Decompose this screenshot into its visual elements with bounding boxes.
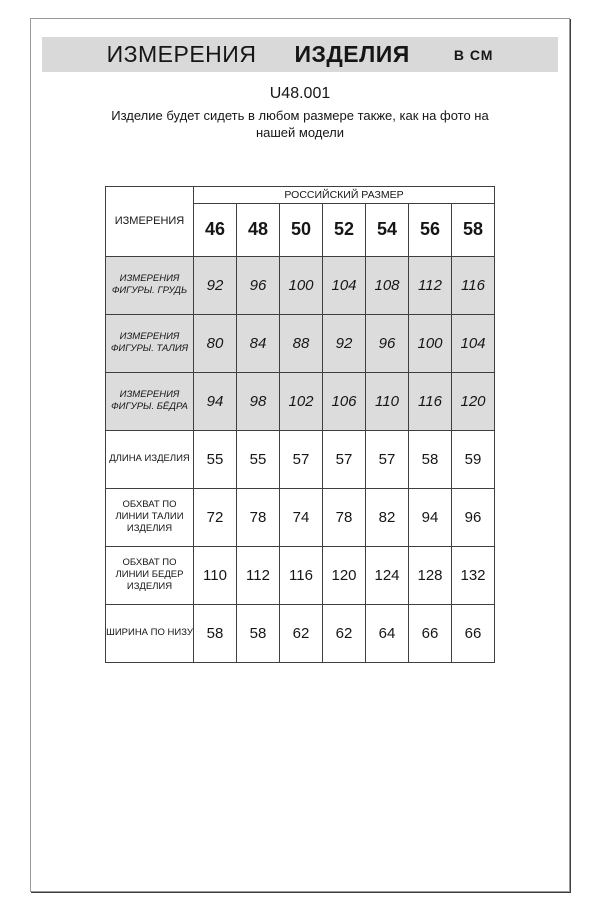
value-cell: 98 [237, 372, 280, 430]
value-cell: 132 [452, 546, 495, 604]
value-cell: 96 [237, 256, 280, 314]
value-cell: 74 [280, 488, 323, 546]
value-cell: 64 [366, 604, 409, 662]
table-row-bottom-width [106, 604, 495, 662]
value-cell: 104 [323, 256, 366, 314]
value-cell: 58 [194, 604, 237, 662]
fit-note: Изделие будет сидеть в любом размере также, как на фото на нашей модели [111, 108, 489, 140]
value-cell: 106 [323, 372, 366, 430]
table-header-row-group [106, 186, 495, 203]
value-cell: 84 [237, 314, 280, 372]
value-cell: 96 [366, 314, 409, 372]
russian-size-header-cell: РОССИЙСКИЙ РАЗМЕР [194, 186, 495, 203]
title-unit-cm: В СМ [453, 46, 494, 63]
value-cell: 62 [280, 604, 323, 662]
value-cell: 58 [237, 604, 280, 662]
value-cell: 57 [366, 430, 409, 488]
value-cell: 82 [366, 488, 409, 546]
title-measurements: ИЗМЕРЕНИЯ [106, 41, 257, 67]
value-cell: 102 [280, 372, 323, 430]
value-cell: 112 [409, 256, 452, 314]
measurements-header-cell: ИЗМЕРЕНИЯ [106, 186, 194, 256]
value-cell: 66 [452, 604, 495, 662]
value-cell: 55 [237, 430, 280, 488]
value-cell: 120 [323, 546, 366, 604]
row-label-cell: ИЗМЕРЕНИЯ ФИГУРЫ. БЁДРА [106, 372, 194, 430]
value-cell: 100 [280, 256, 323, 314]
row-label-cell: ШИРИНА ПО НИЗУ [106, 604, 194, 662]
value-cell: 78 [323, 488, 366, 546]
row-label-cell: ОБХВАТ ПО ЛИНИИ ТАЛИИ ИЗДЕЛИЯ [106, 488, 194, 546]
size-cell: 58 [452, 203, 495, 256]
value-cell: 124 [366, 546, 409, 604]
value-cell: 66 [409, 604, 452, 662]
value-cell: 58 [409, 430, 452, 488]
row-label-cell: ОБХВАТ ПО ЛИНИИ БЕДЕР ИЗДЕЛИЯ [106, 546, 194, 604]
size-cell: 50 [280, 203, 323, 256]
product-code: U48.001 [269, 85, 331, 102]
table-row-product-waist-girth [106, 488, 495, 546]
table-row-product-hip-girth [106, 546, 495, 604]
value-cell: 116 [280, 546, 323, 604]
table-row-product-length [106, 430, 495, 488]
table-row-figure-chest [106, 256, 495, 314]
value-cell: 92 [194, 256, 237, 314]
value-cell: 57 [280, 430, 323, 488]
size-cell: 56 [409, 203, 452, 256]
value-cell: 100 [409, 314, 452, 372]
row-label-cell: ИЗМЕРЕНИЯ ФИГУРЫ. ТАЛИЯ [106, 314, 194, 372]
title-product: ИЗДЕЛИЯ [294, 41, 410, 67]
value-cell: 80 [194, 314, 237, 372]
value-cell: 88 [280, 314, 323, 372]
table-row-figure-waist [106, 314, 495, 372]
row-label-cell: ДЛИНА ИЗДЕЛИЯ [106, 430, 194, 488]
value-cell: 94 [194, 372, 237, 430]
row-label-cell: ИЗМЕРЕНИЯ ФИГУРЫ. ГРУДЬ [106, 256, 194, 314]
value-cell: 57 [323, 430, 366, 488]
page-frame [30, 18, 570, 892]
value-cell: 94 [409, 488, 452, 546]
value-cell: 116 [409, 372, 452, 430]
value-cell: 62 [323, 604, 366, 662]
value-cell: 128 [409, 546, 452, 604]
value-cell: 55 [194, 430, 237, 488]
value-cell: 78 [237, 488, 280, 546]
size-cell: 52 [323, 203, 366, 256]
size-table [105, 186, 495, 663]
value-cell: 72 [194, 488, 237, 546]
value-cell: 110 [366, 372, 409, 430]
size-cell: 46 [194, 203, 237, 256]
title-bar [42, 37, 558, 72]
value-cell: 104 [452, 314, 495, 372]
value-cell: 116 [452, 256, 495, 314]
value-cell: 96 [452, 488, 495, 546]
value-cell: 110 [194, 546, 237, 604]
value-cell: 92 [323, 314, 366, 372]
value-cell: 108 [366, 256, 409, 314]
value-cell: 59 [452, 430, 495, 488]
table-row-figure-hips [106, 372, 495, 430]
size-cell: 54 [366, 203, 409, 256]
size-cell: 48 [237, 203, 280, 256]
value-cell: 112 [237, 546, 280, 604]
value-cell: 120 [452, 372, 495, 430]
